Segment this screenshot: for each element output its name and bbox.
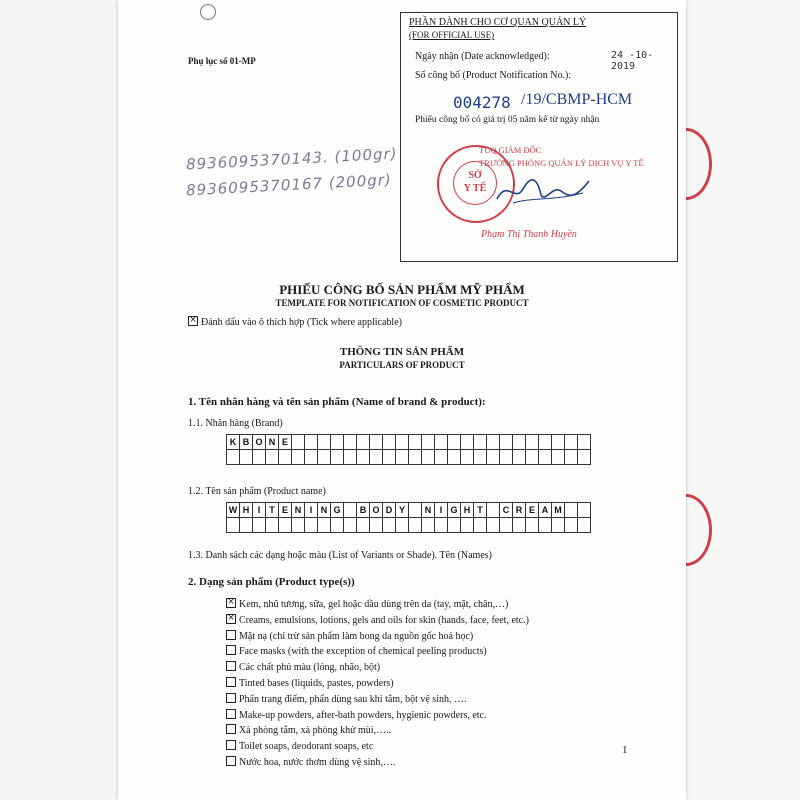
checkbox-icon[interactable] xyxy=(226,630,236,640)
checked-box-icon[interactable] xyxy=(226,614,236,624)
grid-row xyxy=(227,518,591,533)
section-title-en: PARTICULARS OF PRODUCT xyxy=(339,360,465,370)
grid-cell: I xyxy=(305,503,318,518)
grid-cell xyxy=(240,518,253,533)
grid-cell xyxy=(513,435,526,450)
notification-suffix: /19/CBMP-HCM xyxy=(521,91,633,108)
grid-cell xyxy=(539,518,552,533)
grid-cell xyxy=(305,450,318,465)
grid-cell: G xyxy=(331,503,344,518)
grid-cell xyxy=(370,450,383,465)
grid-cell xyxy=(344,450,357,465)
grid-cell: A xyxy=(539,503,552,518)
authority-line-1: TUQ GIÁM ĐỐC xyxy=(479,145,542,155)
seal-line-1: SỞ xyxy=(468,170,482,181)
grid-cell xyxy=(357,518,370,533)
product-type-item xyxy=(226,692,529,708)
grid-cell: N xyxy=(292,503,305,518)
form-title-vi: PHIẾU CÔNG BỐ SẢN PHẨM MỸ PHẨM xyxy=(279,282,525,297)
grid-row xyxy=(227,503,591,518)
grid-cell xyxy=(266,450,279,465)
product-type-text: Tinted bases (liquids, pastes, powders) xyxy=(239,677,394,689)
checkbox-icon[interactable] xyxy=(226,709,236,719)
product-type-text: Kem, nhũ tương, sữa, gel hoặc dầu dùng trên da (tay, mặt, chân,…) xyxy=(239,599,509,610)
grid-cell xyxy=(513,450,526,465)
grid-cell: B xyxy=(357,503,370,518)
seal-text xyxy=(459,169,491,195)
official-use-box xyxy=(400,12,678,262)
number-label: Số công bố (Product Notification No.): xyxy=(415,70,572,81)
handwritten-barcode-2: 8936095370167 (200gr) xyxy=(185,170,393,200)
checkbox-icon[interactable] xyxy=(226,740,236,750)
form-title-en: TEMPLATE FOR NOTIFICATION OF COSMETIC PRODUCT xyxy=(275,298,529,308)
grid-cell xyxy=(565,503,578,518)
product-type-text: Face masks (with the exception of chemical peeling products) xyxy=(239,646,487,658)
grid-cell xyxy=(292,518,305,533)
grid-cell xyxy=(435,450,448,465)
grid-cell xyxy=(422,518,435,533)
grid-cell: I xyxy=(253,503,266,518)
grid-cell xyxy=(448,435,461,450)
product-type-text: Các chất phủ màu (lỏng, nhão, bột) xyxy=(239,662,381,674)
background-right xyxy=(686,0,800,800)
brand-label: 1.1. Nhãn hàng (Brand) xyxy=(188,418,283,429)
grid-cell: O xyxy=(370,503,383,518)
official-title: PHẦN DÀNH CHO CƠ QUAN QUẢN LÝ xyxy=(409,17,587,28)
background-left xyxy=(0,0,118,800)
grid-cell: K xyxy=(227,435,240,450)
grid-cell xyxy=(344,518,357,533)
grid-row xyxy=(227,450,591,465)
grid-cell xyxy=(578,450,591,465)
grid-cell xyxy=(396,450,409,465)
grid-cell xyxy=(487,503,500,518)
grid-cell xyxy=(318,518,331,533)
seal-line-2: Y TẾ xyxy=(463,183,487,194)
grid-cell: T xyxy=(266,503,279,518)
product-type-item xyxy=(226,739,529,755)
grid-cell xyxy=(474,435,487,450)
grid-cell xyxy=(552,518,565,533)
checkbox-icon[interactable] xyxy=(226,645,236,655)
grid-cell xyxy=(344,503,357,518)
grid-cell xyxy=(331,435,344,450)
grid-cell xyxy=(565,450,578,465)
grid-cell xyxy=(526,518,539,533)
product-type-list xyxy=(226,597,529,771)
product-type-item xyxy=(226,629,529,645)
grid-cell xyxy=(461,518,474,533)
grid-cell: N xyxy=(422,503,435,518)
grid-cell xyxy=(487,518,500,533)
grid-cell: M xyxy=(552,503,565,518)
corner-mark xyxy=(200,4,216,20)
grid-cell: H xyxy=(240,503,253,518)
section-2-heading: 2. Dạng sản phẩm (Product type(s)) xyxy=(188,576,355,588)
grid-cell xyxy=(331,450,344,465)
grid-cell xyxy=(422,450,435,465)
product-type-text: Phấn trang điểm, phấn dùng sau khi tắm, bột vệ sinh, …. xyxy=(239,693,467,705)
grid-cell: O xyxy=(253,435,266,450)
date-label: Ngày nhận (Date acknowledged): xyxy=(415,51,550,62)
grid-cell xyxy=(305,518,318,533)
grid-cell xyxy=(487,435,500,450)
product-name-grid xyxy=(226,502,591,533)
authority-line-2: TRƯỞNG PHÒNG QUẢN LÝ DỊCH VỤ Y TẾ xyxy=(479,158,644,168)
grid-cell xyxy=(539,435,552,450)
grid-cell xyxy=(578,518,591,533)
grid-cell xyxy=(474,450,487,465)
grid-cell: D xyxy=(383,503,396,518)
grid-cell xyxy=(292,435,305,450)
grid-cell xyxy=(409,450,422,465)
grid-cell xyxy=(409,518,422,533)
variants-label: 1.3. Danh sách các dạng hoặc màu (List of Variants or Shade). Tên (Names) xyxy=(188,550,492,561)
grid-cell xyxy=(526,450,539,465)
grid-cell xyxy=(279,450,292,465)
checkbox-icon[interactable] xyxy=(226,661,236,671)
grid-cell xyxy=(357,435,370,450)
product-type-text: Make-up powders, after-bath powders, hygienic powders, etc. xyxy=(239,709,487,721)
grid-cell xyxy=(448,518,461,533)
grid-cell xyxy=(253,518,266,533)
grid-cell xyxy=(227,450,240,465)
grid-cell xyxy=(253,450,266,465)
grid-cell xyxy=(578,435,591,450)
grid-cell xyxy=(552,435,565,450)
grid-cell xyxy=(487,450,500,465)
grid-cell xyxy=(448,450,461,465)
date-value: 24 -10- 2019 xyxy=(611,50,654,72)
product-name-label: 1.2. Tên sản phẩm (Product name) xyxy=(188,486,326,497)
official-subtitle: (FOR OFFICIAL USE) xyxy=(409,30,495,40)
grid-cell xyxy=(383,450,396,465)
grid-cell xyxy=(409,435,422,450)
product-type-text: Creams, emulsions, lotions, gels and oils for skin (hands, face, feet, etc.) xyxy=(239,614,529,626)
checkbox-icon[interactable] xyxy=(226,756,236,766)
grid-cell: E xyxy=(279,503,292,518)
grid-cell: Y xyxy=(396,503,409,518)
grid-cell: I xyxy=(435,503,448,518)
grid-cell xyxy=(539,450,552,465)
grid-cell: N xyxy=(266,435,279,450)
grid-cell xyxy=(565,518,578,533)
grid-cell xyxy=(435,435,448,450)
tick-note-text: Đánh dấu vào ô thích hợp (Tick where applicable) xyxy=(201,317,402,328)
product-type-text: Nước hoa, nước thơm dùng vệ sinh,…. xyxy=(239,756,396,768)
grid-cell: R xyxy=(513,503,526,518)
grid-cell xyxy=(266,518,279,533)
grid-cell: W xyxy=(227,503,240,518)
checkbox-icon[interactable] xyxy=(226,693,236,703)
checkbox-icon xyxy=(188,316,198,326)
grid-cell: B xyxy=(240,435,253,450)
product-type-text: Mặt nạ (chỉ trừ sản phẩm làm bong da nguồn gốc hoá học) xyxy=(239,630,474,642)
grid-cell: N xyxy=(318,503,331,518)
notification-number: 004278 xyxy=(453,93,511,112)
grid-cell xyxy=(383,518,396,533)
grid-cell xyxy=(331,518,344,533)
grid-cell xyxy=(344,435,357,450)
checkbox-icon[interactable] xyxy=(226,724,236,734)
product-type-item xyxy=(226,613,529,629)
document-page xyxy=(118,0,686,800)
product-type-item xyxy=(226,597,529,613)
product-type-text: Toilet soaps, deodorant soaps, etc xyxy=(239,741,374,753)
grid-cell xyxy=(305,435,318,450)
grid-cell xyxy=(526,435,539,450)
product-type-item xyxy=(226,676,529,692)
grid-cell xyxy=(578,503,591,518)
grid-cell xyxy=(422,435,435,450)
section-1-heading: 1. Tên nhãn hàng và tên sản phẩm (Name of brand & product): xyxy=(188,396,486,408)
grid-cell xyxy=(461,435,474,450)
product-type-item xyxy=(226,660,529,676)
grid-row xyxy=(227,435,591,450)
grid-cell xyxy=(370,518,383,533)
checked-box-icon[interactable] xyxy=(226,598,236,608)
grid-cell xyxy=(513,518,526,533)
grid-cell: E xyxy=(279,435,292,450)
grid-cell: H xyxy=(461,503,474,518)
product-type-item xyxy=(226,755,529,771)
grid-cell xyxy=(396,435,409,450)
tick-note xyxy=(188,316,402,328)
grid-cell xyxy=(292,450,305,465)
brand-grid xyxy=(226,434,591,465)
grid-cell xyxy=(474,518,487,533)
signature-icon xyxy=(493,173,593,209)
grid-cell xyxy=(552,450,565,465)
page-number: 1 xyxy=(622,744,628,756)
grid-cell xyxy=(396,518,409,533)
grid-cell xyxy=(500,518,513,533)
grid-cell xyxy=(383,435,396,450)
product-type-item xyxy=(226,708,529,724)
grid-cell xyxy=(409,503,422,518)
validity-note: Phiếu công bố có giá trị 05 năm kể từ ngày nhận xyxy=(415,115,600,125)
grid-cell xyxy=(461,450,474,465)
handwritten-barcode-1: 8936095370143. (100gr) xyxy=(185,144,398,174)
grid-cell xyxy=(500,450,513,465)
grid-cell xyxy=(565,435,578,450)
grid-cell xyxy=(357,450,370,465)
annex-label: Phụ lục số 01-MP xyxy=(188,56,256,66)
grid-cell: C xyxy=(500,503,513,518)
signer-name: Phạm Thị Thanh Huyền xyxy=(481,229,577,240)
grid-cell xyxy=(318,435,331,450)
grid-cell xyxy=(500,435,513,450)
grid-cell xyxy=(318,450,331,465)
product-type-text: Xà phòng tắm, xà phòng khử mùi,….. xyxy=(239,725,392,737)
grid-cell: G xyxy=(448,503,461,518)
checkbox-icon[interactable] xyxy=(226,677,236,687)
grid-cell xyxy=(279,518,292,533)
product-type-item xyxy=(226,723,529,739)
grid-cell xyxy=(370,435,383,450)
grid-cell xyxy=(240,450,253,465)
grid-cell xyxy=(227,518,240,533)
section-title-vi: THÔNG TIN SẢN PHẨM xyxy=(339,346,465,358)
grid-cell: E xyxy=(526,503,539,518)
product-type-item xyxy=(226,644,529,660)
grid-cell: T xyxy=(474,503,487,518)
grid-cell xyxy=(435,518,448,533)
